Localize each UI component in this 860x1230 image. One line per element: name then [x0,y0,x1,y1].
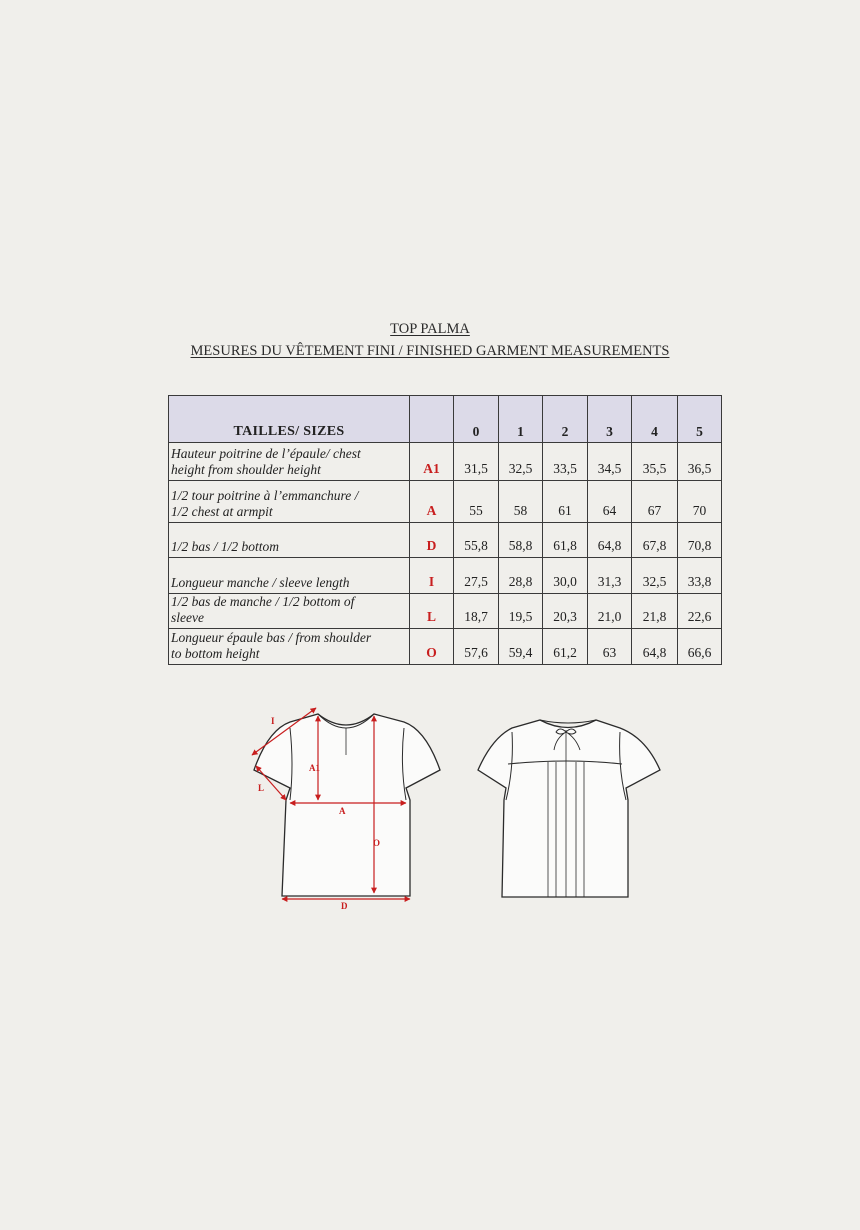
table-cell: 70,8 [678,523,722,558]
measurement-label: Longueur manche / sleeve length [169,558,410,594]
diagram-label-i: I [271,716,275,726]
diagram-label-o: O [373,838,381,848]
table-cell: 20,3 [543,594,588,629]
measurement-label: 1/2 bas de manche / 1/2 bottom of sleeve [169,594,410,629]
table-cell: 35,5 [632,443,678,481]
table-cell: 21,0 [588,594,632,629]
code-header-cell [410,396,454,443]
back-garment-drawing [478,720,660,897]
measurement-code: O [410,629,454,665]
table-cell: 57,6 [454,629,499,665]
measurement-code: D [410,523,454,558]
measurement-label: Longueur épaule bas / from shoulder to bottom height [169,629,410,665]
table-cell: 27,5 [454,558,499,594]
table-cell: 59,4 [499,629,543,665]
size-header-4: 4 [632,396,678,443]
table-cell: 63 [588,629,632,665]
table-cell: 19,5 [499,594,543,629]
table-row [169,481,722,523]
table-cell: 34,5 [588,443,632,481]
table-row [169,629,722,665]
table-cell: 33,5 [543,443,588,481]
measurement-label: 1/2 bas / 1/2 bottom [169,523,410,558]
diagram-label-l: L [258,783,265,793]
table-cell: 64,8 [632,629,678,665]
measurement-label: Hauteur poitrine de l’épaule/ chest height from shoulder height [169,443,410,481]
back-neckline [540,720,596,723]
table-cell: 61 [543,481,588,523]
table-cell: 61,2 [543,629,588,665]
header [0,318,860,362]
measurement-code: I [410,558,454,594]
sizes-header-cell: TAILLES/ SIZES [169,396,410,443]
size-header-1: 1 [499,396,543,443]
garment-diagrams [240,695,670,920]
table-cell: 55,8 [454,523,499,558]
table-cell: 31,5 [454,443,499,481]
table-cell: 66,6 [678,629,722,665]
measurement-code: A1 [410,443,454,481]
measurement-code: A [410,481,454,523]
size-chart-table [168,395,722,665]
diagram-label-a1: A1 [309,763,320,773]
size-header-2: 2 [543,396,588,443]
front-garment-drawing [254,714,440,896]
table-cell: 55 [454,481,499,523]
table-cell: 32,5 [499,443,543,481]
measurement-label: 1/2 tour poitrine à l’emmanchure / 1/2 chest at armpit [169,481,410,523]
measurement-code: L [410,594,454,629]
document-subtitle: MESURES DU VÊTEMENT FINI / FINISHED GARMENT MEASUREMENTS [190,343,670,359]
table-cell: 28,8 [499,558,543,594]
table-cell: 22,6 [678,594,722,629]
table-cell: 31,3 [588,558,632,594]
table-cell: 21,8 [632,594,678,629]
table-cell: 30,0 [543,558,588,594]
table-cell: 33,8 [678,558,722,594]
table-cell: 67,8 [632,523,678,558]
size-header-0: 0 [454,396,499,443]
table-cell: 36,5 [678,443,722,481]
table-row [169,523,722,558]
size-header-3: 3 [588,396,632,443]
table-row [169,558,722,594]
table-row [169,443,722,481]
table-cell: 32,5 [632,558,678,594]
size-header-5: 5 [678,396,722,443]
front-garment-outline [254,714,440,896]
table-cell: 61,8 [543,523,588,558]
diagram-label-a: A [339,806,346,816]
table-cell: 18,7 [454,594,499,629]
table-row [169,594,722,629]
diagram-label-d: D [341,901,348,911]
table-header-row [169,396,722,443]
back-garment-outline [478,720,660,897]
table-cell: 70 [678,481,722,523]
table-cell: 58 [499,481,543,523]
table-cell: 64,8 [588,523,632,558]
table-cell: 67 [632,481,678,523]
document-title: TOP PALMA [390,321,470,337]
table-cell: 58,8 [499,523,543,558]
table-cell: 64 [588,481,632,523]
